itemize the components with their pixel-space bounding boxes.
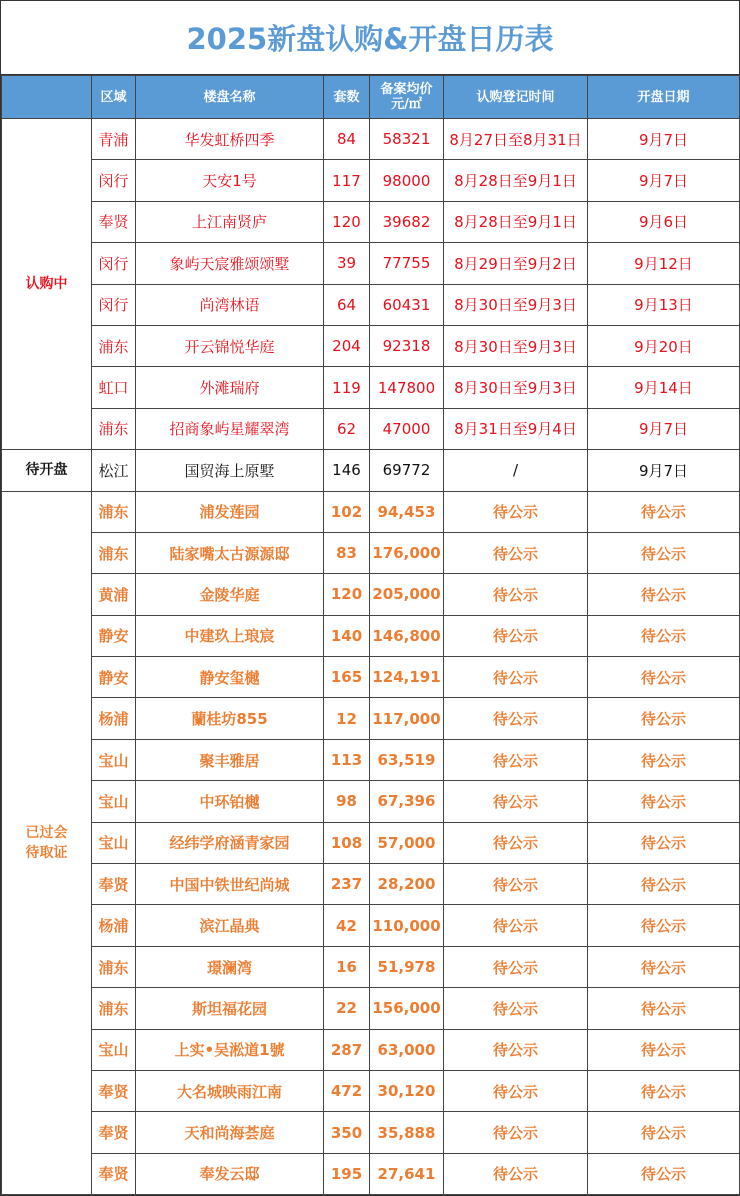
cell-units: 204: [324, 325, 370, 366]
cell-district: 闵行: [92, 284, 136, 325]
cell-district: 宝山: [92, 1029, 136, 1070]
cell-subscription-period: 待公示: [444, 905, 588, 946]
cell-opening-date: 待公示: [588, 698, 740, 739]
cell-district: 松江: [92, 450, 136, 491]
cell-subscription-period: 待公示: [444, 657, 588, 698]
cell-project-name: 奉发云邸: [136, 1153, 324, 1194]
cell-project-name: 开云锦悦华庭: [136, 325, 324, 366]
cell-district: 奉贤: [92, 1112, 136, 1153]
header-status: [2, 76, 92, 119]
cell-district: 浦东: [92, 988, 136, 1029]
cell-project-name: 璟澜湾: [136, 946, 324, 987]
cell-district: 杨浦: [92, 905, 136, 946]
cell-subscription-period: 待公示: [444, 988, 588, 1029]
cell-opening-date: 9月7日: [588, 408, 740, 449]
cell-subscription-period: 待公示: [444, 532, 588, 573]
cell-units: 16: [324, 946, 370, 987]
cell-project-name: 国贸海上原墅: [136, 450, 324, 491]
cell-opening-date: 待公示: [588, 615, 740, 656]
cell-project-name: 经纬学府涵青家园: [136, 822, 324, 863]
cell-project-name: 天和尚海荟庭: [136, 1112, 324, 1153]
cell-district: 浦东: [92, 532, 136, 573]
cell-subscription-period: 待公示: [444, 946, 588, 987]
cell-units: 42: [324, 905, 370, 946]
cell-project-name: 天安1号: [136, 160, 324, 201]
table-row: [2, 781, 740, 822]
cell-district: 奉贤: [92, 201, 136, 242]
cell-subscription-period: 待公示: [444, 864, 588, 905]
cell-subscription-period: 待公示: [444, 739, 588, 780]
cell-units: 12: [324, 698, 370, 739]
cell-subscription-period: 待公示: [444, 1070, 588, 1111]
cell-subscription-period: 8月28日至9月1日: [444, 201, 588, 242]
cell-avg-price: 51,978: [370, 946, 444, 987]
cell-avg-price: 27,641: [370, 1153, 444, 1194]
cell-district: 浦东: [92, 408, 136, 449]
cell-units: 287: [324, 1029, 370, 1070]
cell-avg-price: 205,000: [370, 574, 444, 615]
cell-avg-price: 110,000: [370, 905, 444, 946]
cell-project-name: 斯坦福花园: [136, 988, 324, 1029]
cell-avg-price: 117,000: [370, 698, 444, 739]
cell-units: 83: [324, 532, 370, 573]
cell-units: 22: [324, 988, 370, 1029]
cell-opening-date: 9月6日: [588, 201, 740, 242]
cell-opening-date: 待公示: [588, 905, 740, 946]
table-row: [2, 574, 740, 615]
cell-subscription-period: 待公示: [444, 1153, 588, 1194]
cell-units: 237: [324, 864, 370, 905]
cell-opening-date: 待公示: [588, 1029, 740, 1070]
table-row: [2, 988, 740, 1029]
cell-district: 浦东: [92, 491, 136, 532]
status-group-label: 待开盘: [2, 450, 92, 491]
cell-units: 120: [324, 201, 370, 242]
table-row: [2, 119, 740, 160]
cell-district: 黄浦: [92, 574, 136, 615]
cell-project-name: 外滩瑞府: [136, 367, 324, 408]
cell-opening-date: 9月13日: [588, 284, 740, 325]
project-table: [1, 75, 740, 1195]
cell-subscription-period: 8月28日至9月1日: [444, 160, 588, 201]
table-row: [2, 1070, 740, 1111]
cell-subscription-period: 8月30日至9月3日: [444, 325, 588, 366]
table-header-row: [2, 76, 740, 119]
cell-units: 350: [324, 1112, 370, 1153]
cell-project-name: 浦发莲园: [136, 491, 324, 532]
cell-opening-date: 9月7日: [588, 450, 740, 491]
cell-subscription-period: 待公示: [444, 1112, 588, 1153]
cell-units: 472: [324, 1070, 370, 1111]
cell-project-name: 象屿天宸雅颂颂墅: [136, 243, 324, 284]
header-district: 区域: [92, 76, 136, 119]
cell-opening-date: 待公示: [588, 739, 740, 780]
cell-district: 宝山: [92, 822, 136, 863]
cell-opening-date: 9月7日: [588, 160, 740, 201]
cell-district: 虹口: [92, 367, 136, 408]
cell-units: 98: [324, 781, 370, 822]
table-row: [2, 450, 740, 491]
cell-project-name: 蘭桂坊855: [136, 698, 324, 739]
cell-project-name: 聚丰雅居: [136, 739, 324, 780]
cell-avg-price: 147800: [370, 367, 444, 408]
cell-project-name: 滨江晶典: [136, 905, 324, 946]
cell-avg-price: 63,519: [370, 739, 444, 780]
cell-opening-date: 待公示: [588, 781, 740, 822]
cell-avg-price: 47000: [370, 408, 444, 449]
table-row: [2, 615, 740, 656]
table-row: [2, 822, 740, 863]
cell-opening-date: 待公示: [588, 946, 740, 987]
cell-subscription-period: 待公示: [444, 491, 588, 532]
cell-subscription-period: 8月31日至9月4日: [444, 408, 588, 449]
cell-project-name: 中建玖上琅宸: [136, 615, 324, 656]
header-project-name: 楼盘名称: [136, 76, 324, 119]
table-row: [2, 367, 740, 408]
header-opening-date: 开盘日期: [588, 76, 740, 119]
cell-subscription-period: 待公示: [444, 698, 588, 739]
cell-project-name: 大名城映雨江南: [136, 1070, 324, 1111]
cell-district: 浦东: [92, 946, 136, 987]
cell-project-name: 中国中铁世纪尚城: [136, 864, 324, 905]
cell-avg-price: 35,888: [370, 1112, 444, 1153]
cell-units: 195: [324, 1153, 370, 1194]
status-group-label: 已过会 待取证: [2, 491, 92, 1195]
table-row: [2, 657, 740, 698]
cell-avg-price: 28,200: [370, 864, 444, 905]
cell-project-name: 中环铂樾: [136, 781, 324, 822]
cell-district: 青浦: [92, 119, 136, 160]
table-row: [2, 946, 740, 987]
cell-units: 120: [324, 574, 370, 615]
table-row: [2, 243, 740, 284]
cell-units: 119: [324, 367, 370, 408]
cell-project-name: 静安玺樾: [136, 657, 324, 698]
cell-units: 64: [324, 284, 370, 325]
cell-project-name: 上江南贤庐: [136, 201, 324, 242]
cell-subscription-period: /: [444, 450, 588, 491]
table-row: [2, 1153, 740, 1194]
table-row: [2, 739, 740, 780]
cell-opening-date: 待公示: [588, 574, 740, 615]
cell-avg-price: 146,800: [370, 615, 444, 656]
cell-district: 奉贤: [92, 1153, 136, 1194]
cell-units: 84: [324, 119, 370, 160]
cell-avg-price: 92318: [370, 325, 444, 366]
cell-avg-price: 30,120: [370, 1070, 444, 1111]
cell-district: 闵行: [92, 243, 136, 284]
table-row: [2, 408, 740, 449]
cell-district: 静安: [92, 657, 136, 698]
cell-units: 108: [324, 822, 370, 863]
cell-units: 146: [324, 450, 370, 491]
table-row: [2, 905, 740, 946]
cell-subscription-period: 待公示: [444, 1029, 588, 1070]
cell-opening-date: 待公示: [588, 1153, 740, 1194]
table-row: [2, 201, 740, 242]
cell-project-name: 上实•吴淞道1號: [136, 1029, 324, 1070]
cell-subscription-period: 8月30日至9月3日: [444, 284, 588, 325]
cell-opening-date: 待公示: [588, 1070, 740, 1111]
cell-units: 62: [324, 408, 370, 449]
cell-district: 奉贤: [92, 1070, 136, 1111]
page-title: 2025新盘认购&开盘日历表: [1, 1, 739, 75]
cell-avg-price: 63,000: [370, 1029, 444, 1070]
status-group-label: 认购中: [2, 119, 92, 450]
header-units: 套数: [324, 76, 370, 119]
cell-opening-date: 待公示: [588, 864, 740, 905]
table-row: [2, 284, 740, 325]
cell-avg-price: 94,453: [370, 491, 444, 532]
table-row: [2, 1112, 740, 1153]
cell-opening-date: 9月12日: [588, 243, 740, 284]
cell-avg-price: 98000: [370, 160, 444, 201]
cell-avg-price: 58321: [370, 119, 444, 160]
cell-subscription-period: 待公示: [444, 781, 588, 822]
table-row: [2, 1029, 740, 1070]
cell-opening-date: 9月7日: [588, 119, 740, 160]
cell-district: 浦东: [92, 325, 136, 366]
cell-district: 静安: [92, 615, 136, 656]
cell-project-name: 金陵华庭: [136, 574, 324, 615]
table-row: [2, 698, 740, 739]
cell-units: 113: [324, 739, 370, 780]
cell-subscription-period: 8月29日至9月2日: [444, 243, 588, 284]
table-row: [2, 325, 740, 366]
cell-opening-date: 9月20日: [588, 325, 740, 366]
cell-opening-date: 待公示: [588, 822, 740, 863]
cell-avg-price: 39682: [370, 201, 444, 242]
cell-avg-price: 67,396: [370, 781, 444, 822]
header-subscription-period: 认购登记时间: [444, 76, 588, 119]
cell-project-name: 招商象屿星耀翠湾: [136, 408, 324, 449]
cell-avg-price: 60431: [370, 284, 444, 325]
cell-district: 杨浦: [92, 698, 136, 739]
cell-district: 奉贤: [92, 864, 136, 905]
cell-subscription-period: 8月27日至8月31日: [444, 119, 588, 160]
cell-district: 宝山: [92, 739, 136, 780]
cell-subscription-period: 待公示: [444, 574, 588, 615]
cell-opening-date: 待公示: [588, 532, 740, 573]
table-row: [2, 160, 740, 201]
cell-opening-date: 待公示: [588, 657, 740, 698]
cell-avg-price: 57,000: [370, 822, 444, 863]
cell-opening-date: 待公示: [588, 491, 740, 532]
cell-project-name: 华发虹桥四季: [136, 119, 324, 160]
cell-subscription-period: 待公示: [444, 822, 588, 863]
cell-district: 宝山: [92, 781, 136, 822]
table-row: [2, 864, 740, 905]
cell-avg-price: 156,000: [370, 988, 444, 1029]
header-avg-price: 备案均价 元/㎡: [370, 76, 444, 119]
cell-units: 117: [324, 160, 370, 201]
cell-subscription-period: 8月30日至9月3日: [444, 367, 588, 408]
cell-units: 39: [324, 243, 370, 284]
cell-units: 140: [324, 615, 370, 656]
cell-opening-date: 9月14日: [588, 367, 740, 408]
cell-avg-price: 124,191: [370, 657, 444, 698]
cell-district: 闵行: [92, 160, 136, 201]
cell-project-name: 尚湾林语: [136, 284, 324, 325]
cell-opening-date: 待公示: [588, 1112, 740, 1153]
cell-avg-price: 176,000: [370, 532, 444, 573]
cell-opening-date: 待公示: [588, 988, 740, 1029]
table-row: [2, 532, 740, 573]
cell-project-name: 陆家嘴太古源源邸: [136, 532, 324, 573]
table-row: [2, 491, 740, 532]
cell-subscription-period: 待公示: [444, 615, 588, 656]
cell-avg-price: 77755: [370, 243, 444, 284]
cell-avg-price: 69772: [370, 450, 444, 491]
cell-units: 102: [324, 491, 370, 532]
cell-units: 165: [324, 657, 370, 698]
